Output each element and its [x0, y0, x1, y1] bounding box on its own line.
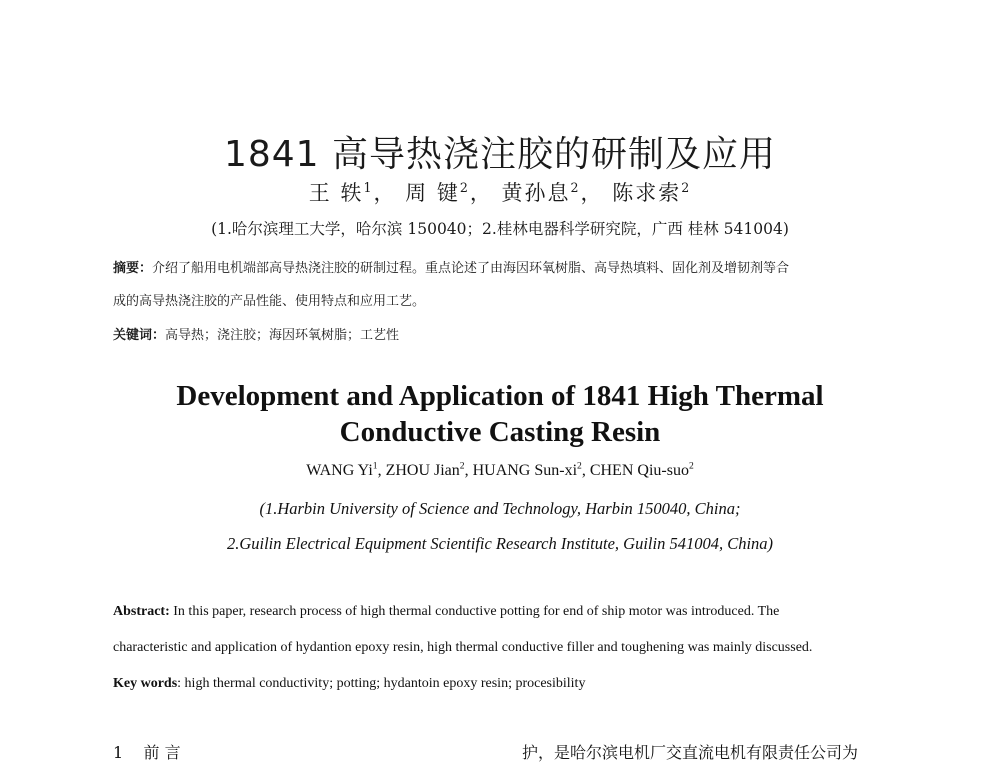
english-abstract-text: In this paper, research process of high thermal conductive potting for end of ship motor was introduced. The: [169, 604, 780, 619]
chinese-keywords-text: 高导热；浇注胶；海因环氧树脂；工艺性: [165, 328, 400, 343]
author-affiliation-mark: 2: [681, 180, 692, 195]
section-title: 前 言: [143, 743, 181, 762]
chinese-abstract-line-2: 成的高导热浇注胶的产品性能、使用特点和应用工艺。: [113, 294, 426, 309]
right-column-text: 护，是哈尔滨电机厂交直流电机有限责任公司为: [522, 743, 859, 762]
author-affiliation-mark: 1: [372, 460, 378, 472]
author-separator: ,: [581, 462, 590, 479]
author-name: HUANG Sun-xi: [472, 462, 578, 479]
author-name: 黄孙息: [501, 181, 571, 205]
author-separator: ,: [377, 462, 386, 479]
chinese-affiliation: (1.哈尔滨理工大学，哈尔滨 150040；2.桂林电器科学研究院，广西 桂林 541004): [211, 220, 789, 238]
english-abstract-line-2: characteristic and application of hydantion epoxy resin, high thermal conductive filler and toughening was mainly discussed.: [113, 640, 813, 655]
english-title-line-1: Development and Application of 1841 High Thermal: [176, 380, 824, 412]
author-name: 王 轶: [308, 181, 364, 205]
chinese-title: 1841 高导热浇注胶的研制及应用: [223, 134, 777, 175]
author-name: ZHOU Jian: [385, 462, 460, 479]
author-separator: ,: [464, 462, 473, 479]
chinese-abstract-text: 介绍了船用电机端部高导热浇注胶的研制过程。重点论述了由海因环氧树脂、高导热填料、固化剂及增韧剂等合: [152, 261, 790, 276]
english-title-line-2: Conductive Casting Resin: [339, 416, 661, 448]
english-abstract-label: Abstract:: [113, 604, 170, 619]
english-affiliation-line-1: (1.Harbin University of Science and Technology, Harbin 150040, China;: [259, 499, 741, 518]
english-keywords: [113, 676, 585, 692]
english-affiliation-line-2: 2.Guilin Electrical Equipment Scientific Research Institute, Guilin 541004, China): [226, 534, 774, 553]
chinese-abstract-line-1: [113, 257, 789, 276]
english-authors: [0, 462, 1000, 480]
author-affiliation-mark: 2: [459, 460, 465, 472]
author-name: WANG Yi: [306, 462, 373, 479]
author-separator: ，: [373, 181, 397, 205]
chinese-authors: [0, 177, 1000, 207]
author-name: 周 键: [405, 181, 460, 205]
author-name: 陈求索: [612, 181, 682, 205]
author-affiliation-mark: 2: [688, 460, 694, 472]
author-affiliation-mark: 1: [363, 180, 374, 195]
chinese-abstract-label: 摘要：: [113, 261, 153, 276]
author-separator: ，: [469, 181, 493, 205]
author-affiliation-mark: 2: [459, 180, 470, 195]
section-number: 1: [113, 743, 124, 762]
author-affiliation-mark: 2: [577, 460, 582, 472]
author-separator: ，: [580, 181, 604, 205]
chinese-keywords-label: 关键词：: [113, 328, 166, 343]
chinese-keywords: [113, 324, 399, 343]
english-keywords-text: : high thermal conductivity; potting; hydantoin epoxy resin; procesibility: [177, 676, 586, 691]
author-name: CHEN Qiu-suo: [589, 462, 689, 479]
english-keywords-label: Key words: [113, 676, 178, 691]
english-abstract-line-1: [113, 604, 779, 620]
author-affiliation-mark: 2: [570, 180, 581, 195]
